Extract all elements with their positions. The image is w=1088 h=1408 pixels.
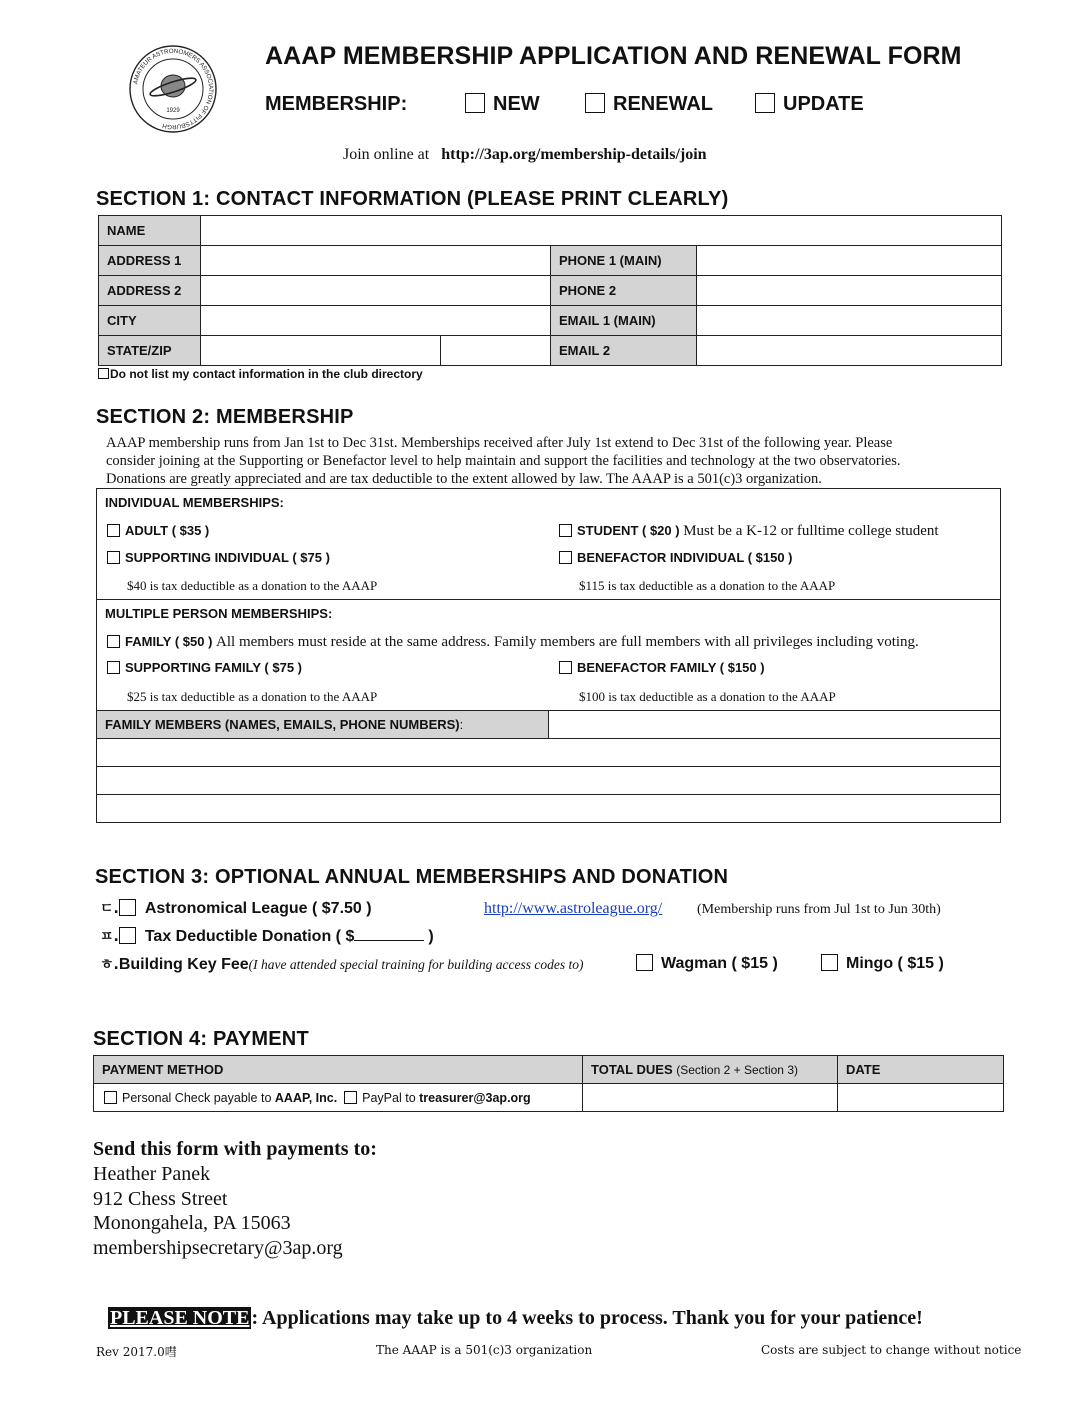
benefactor-individual-option[interactable]: BENEFACTOR INDIVIDUAL ( $150 ) — [559, 550, 793, 565]
address2-label: ADDRESS 2 — [99, 276, 201, 306]
section2-title: SECTION 2: MEMBERSHIP — [96, 406, 354, 428]
family-members-field-2[interactable] — [97, 767, 1001, 795]
email2-label: EMAIL 2 — [551, 336, 697, 366]
contact-table — [98, 215, 1002, 366]
send-street: 912 Chess Street — [93, 1187, 228, 1210]
student-checkbox[interactable] — [559, 524, 572, 537]
renewal-option[interactable]: RENEWAL — [585, 93, 755, 116]
send-address — [93, 1162, 343, 1260]
supporting-individual-note: $40 is tax deductible as a donation to the AAAP — [127, 578, 378, 593]
aaap-logo — [128, 44, 218, 134]
section1-title: SECTION 1: CONTACT INFORMATION (PLEASE PRINT CLEARLY) — [96, 188, 729, 210]
intro-line-3: Donations are greatly appreciated and are tax deductible to the extent allowed by law. The AAAP is a 501(c)3 organization. — [106, 471, 822, 487]
family-option[interactable]: FAMILY ( $50 ) All members must reside at the same address. Family members are full members with all privileges including voting. — [107, 634, 919, 651]
new-option[interactable]: NEW — [465, 93, 585, 116]
processing-note: PLEASE NOTE : Applications may take up to 4 weeks to process. Thank you for your patience! — [110, 1307, 923, 1329]
benefactor-individual-checkbox[interactable] — [559, 551, 572, 564]
date-header: DATE — [838, 1056, 1004, 1084]
adult-checkbox[interactable] — [107, 524, 120, 537]
membership-type-row — [265, 93, 864, 116]
family-members-field-1[interactable] — [97, 739, 1001, 767]
city-label: CITY — [99, 306, 201, 336]
directory-optout[interactable]: Do not list my contact information in the club directory — [98, 367, 423, 381]
org-status-text: The AAAP is a 501(c)3 organization — [376, 1343, 593, 1357]
family-members-field-3[interactable] — [97, 795, 1001, 823]
family-members-table — [96, 710, 1001, 823]
supporting-family-checkbox[interactable] — [107, 661, 120, 674]
costs-disclaimer: Costs are subject to change without notice — [761, 1343, 1022, 1357]
multiple-header: MULTIPLE PERSON MEMBERSHIPS: — [105, 606, 333, 621]
date-field[interactable] — [838, 1084, 1004, 1112]
section3-title: SECTION 3: OPTIONAL ANNUAL MEMBERSHIPS AND DONATION — [95, 866, 729, 888]
total-dues-field[interactable] — [583, 1084, 838, 1112]
revision-text: Rev 2017.0嘒 — [96, 1345, 177, 1359]
email2-field[interactable] — [697, 336, 1002, 366]
individual-header: INDIVIDUAL MEMBERSHIPS: — [105, 495, 284, 510]
renewal-checkbox[interactable] — [585, 93, 605, 113]
svg-text:AMATEUR ASTRONOMERS ASSOCIATIO: AMATEUR ASTRONOMERS ASSOCIATION OF PITTSBURGH — [132, 47, 215, 131]
paypal-checkbox[interactable] — [344, 1091, 357, 1104]
astroleague-link[interactable]: http://www.astroleague.org/ — [484, 900, 663, 917]
join-online: Join online at http://3ap.org/membership-details/join — [343, 146, 707, 163]
mingo-option[interactable]: Mingo ( $15 ) — [821, 954, 944, 973]
name-label: NAME — [99, 216, 201, 246]
student-option[interactable]: STUDENT ( $20 ) Must be a K-12 or fulltime college student — [559, 523, 939, 540]
total-dues-header: TOTAL DUES (Section 2 + Section 3) — [583, 1056, 838, 1084]
membership-label: MEMBERSHIP: — [265, 93, 408, 115]
wagman-checkbox[interactable] — [636, 954, 653, 971]
phone1-field[interactable] — [697, 246, 1002, 276]
paypal-option[interactable]: PayPal to treasurer@3ap.org — [344, 1091, 531, 1105]
mingo-checkbox[interactable] — [821, 954, 838, 971]
address1-field[interactable] — [201, 246, 551, 276]
directory-optout-checkbox[interactable] — [98, 368, 109, 379]
intro-line-2: consider joining at the Supporting or Benefactor level to help maintain and support the facilities and technology at the two observatories. — [106, 453, 901, 469]
payment-method-cell — [94, 1084, 583, 1112]
email1-label: EMAIL 1 (MAIN) — [551, 306, 697, 336]
send-email: membershipsecretary@3ap.org — [93, 1236, 343, 1259]
payment-table — [93, 1055, 1004, 1112]
league-note: (Membership runs from Jul 1st to Jun 30th) — [697, 902, 941, 917]
building-key-row: ㅎ.Building Key Fee(I have attended special training for building access codes to) — [100, 956, 584, 973]
family-checkbox[interactable] — [107, 635, 120, 648]
form-title: AAAP MEMBERSHIP APPLICATION AND RENEWAL FORM — [265, 42, 962, 70]
individual-memberships-box — [96, 488, 1001, 600]
building-key-note: (I have attended special training for building access codes to) — [248, 957, 584, 972]
family-members-field-0[interactable] — [549, 711, 1001, 739]
please-note-badge: PLEASE NOTE — [110, 1307, 250, 1329]
wagman-option[interactable]: Wagman ( $15 ) — [636, 954, 778, 973]
benefactor-family-option[interactable]: BENEFACTOR FAMILY ( $150 ) — [559, 660, 765, 675]
section4-title: SECTION 4: PAYMENT — [93, 1028, 309, 1050]
check-option[interactable]: Personal Check payable to AAAP, Inc. — [104, 1091, 337, 1105]
donation-amount-field[interactable] — [354, 926, 424, 941]
send-name: Heather Panek — [93, 1163, 211, 1185]
supporting-family-option[interactable]: SUPPORTING FAMILY ( $75 ) — [107, 660, 302, 675]
benefactor-family-checkbox[interactable] — [559, 661, 572, 674]
benefactor-family-note: $100 is tax deductible as a donation to the AAAP — [579, 689, 836, 704]
payment-method-header: PAYMENT METHOD — [94, 1056, 583, 1084]
benefactor-individual-note: $115 is tax deductible as a donation to the AAAP — [579, 578, 836, 593]
address2-field[interactable] — [201, 276, 551, 306]
city-field[interactable] — [201, 306, 551, 336]
supporting-individual-option[interactable]: SUPPORTING INDIVIDUAL ( $75 ) — [107, 550, 330, 565]
phone1-label: PHONE 1 (MAIN) — [551, 246, 697, 276]
join-url-link[interactable]: http://3ap.org/membership-details/join — [441, 146, 707, 163]
multiple-memberships-box — [96, 599, 1001, 711]
name-field[interactable] — [201, 216, 1002, 246]
adult-option[interactable]: ADULT ( $35 ) — [107, 523, 209, 538]
update-checkbox[interactable] — [755, 93, 775, 113]
supporting-family-note: $25 is tax deductible as a donation to the AAAP — [127, 689, 378, 704]
send-city: Monongahela, PA 15063 — [93, 1212, 291, 1234]
zip-field[interactable] — [441, 336, 551, 366]
intro-line-1: AAAP membership runs from Jan 1st to Dec 31st. Memberships received after July 1st extend to Dec 31st of the following year. Please — [106, 435, 893, 451]
logo-year: 1929 — [166, 108, 180, 114]
donation-checkbox[interactable] — [119, 927, 136, 944]
donation-option[interactable]: ㅍ. Tax Deductible Donation ( $ ) — [100, 928, 434, 945]
astronomical-league-checkbox[interactable] — [119, 899, 136, 916]
update-option[interactable]: UPDATE — [755, 93, 864, 115]
send-heading: Send this form with payments to: — [93, 1138, 377, 1160]
state-zip-label: STATE/ZIP — [99, 336, 201, 366]
astronomical-league-option[interactable]: ㄷ. Astronomical League ( $7.50 ) — [100, 900, 372, 917]
state-field[interactable] — [201, 336, 441, 366]
phone2-field[interactable] — [697, 276, 1002, 306]
building-key-label: Building Key Fee — [118, 956, 249, 973]
email1-field[interactable] — [697, 306, 1002, 336]
membership-intro — [106, 434, 900, 488]
family-members-label: FAMILY MEMBERS (NAMES, EMAILS, PHONE NUMBERS): — [97, 711, 549, 739]
phone2-label: PHONE 2 — [551, 276, 697, 306]
address1-label: ADDRESS 1 — [99, 246, 201, 276]
check-checkbox[interactable] — [104, 1091, 117, 1104]
new-checkbox[interactable] — [465, 93, 485, 113]
supporting-individual-checkbox[interactable] — [107, 551, 120, 564]
